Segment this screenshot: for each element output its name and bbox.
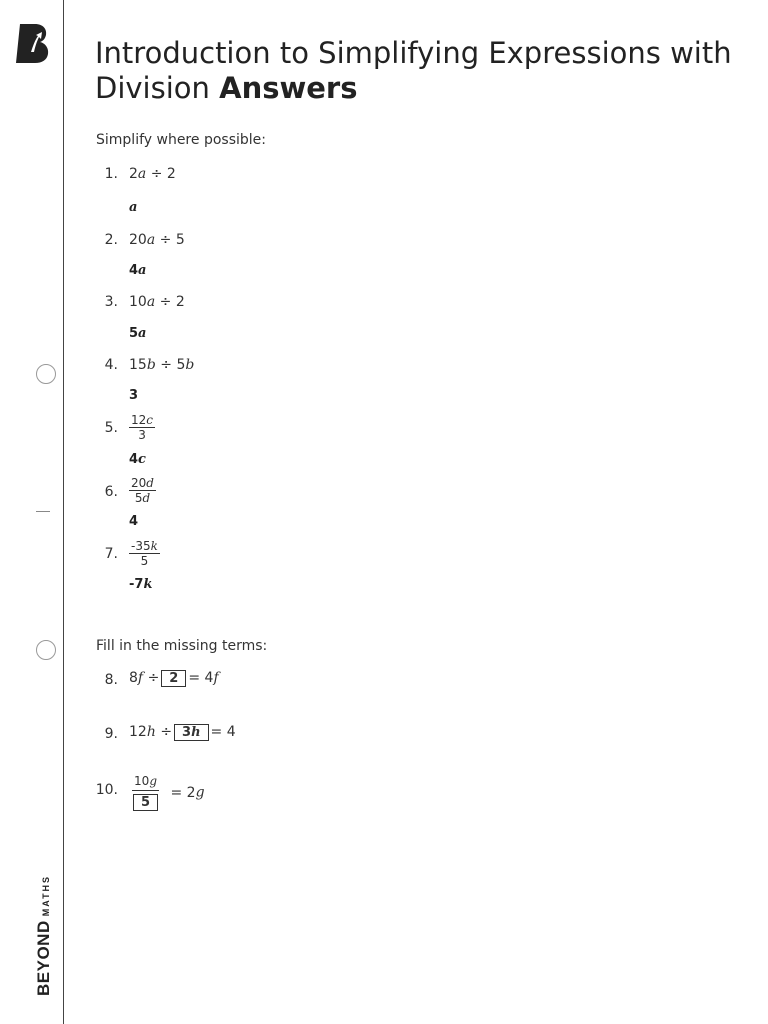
page-title: Introduction to Simplifying Expressions with Division Answers bbox=[95, 36, 732, 105]
question-number: 9. bbox=[104, 726, 118, 742]
beyond-maths-logo-icon bbox=[16, 22, 50, 64]
answer: a bbox=[129, 200, 138, 215]
question-number: 5. bbox=[104, 420, 118, 436]
margin-line bbox=[63, 0, 64, 1024]
answer-box: 2 bbox=[161, 670, 186, 687]
answer: 5a bbox=[129, 326, 147, 341]
question-expression: 2a ÷ 2 bbox=[129, 166, 176, 182]
question-expression: 8f ÷ 2 = 4f bbox=[129, 670, 219, 686]
answer: 3 bbox=[129, 388, 139, 403]
punch-hole bbox=[36, 640, 56, 660]
answer: -7k bbox=[129, 577, 153, 592]
question-expression: 15b ÷ 5b bbox=[129, 357, 195, 373]
answer: 4c bbox=[129, 452, 146, 467]
question-number: 4. bbox=[104, 357, 118, 373]
question-fraction: $\frac{10g}{5}$ = 2g bbox=[134, 774, 205, 810]
answer-box: 5 bbox=[133, 794, 158, 811]
question-number: 3. bbox=[104, 294, 118, 310]
question-fraction: $\frac{20d}{5d}$ bbox=[131, 476, 154, 505]
answer-box: 3h bbox=[174, 724, 209, 741]
question-number: 1. bbox=[104, 166, 118, 182]
question-expression: 12h ÷ 3h = 4 bbox=[129, 724, 236, 740]
instruction-fill-in: Fill in the missing terms: bbox=[96, 638, 268, 654]
question-number: 8. bbox=[104, 672, 118, 688]
instruction-simplify: Simplify where possible: bbox=[96, 132, 266, 148]
question-expression: 20a ÷ 5 bbox=[129, 232, 185, 248]
fold-mark bbox=[36, 511, 50, 512]
brand-wordmark: BEYONDMATHS bbox=[34, 874, 53, 996]
answer: 4 bbox=[129, 514, 139, 529]
question-fraction: $\frac{12c}{3}$ bbox=[131, 413, 154, 442]
question-number: 7. bbox=[104, 546, 118, 562]
question-number: 6. bbox=[104, 484, 118, 500]
question-expression: 10a ÷ 2 bbox=[129, 294, 185, 310]
question-number: 2. bbox=[104, 232, 118, 248]
answer: 4a bbox=[129, 263, 147, 278]
punch-hole bbox=[36, 364, 56, 384]
question-fraction: $\frac{-35k}{5}$ bbox=[131, 539, 158, 568]
question-number: 10. bbox=[95, 782, 118, 798]
